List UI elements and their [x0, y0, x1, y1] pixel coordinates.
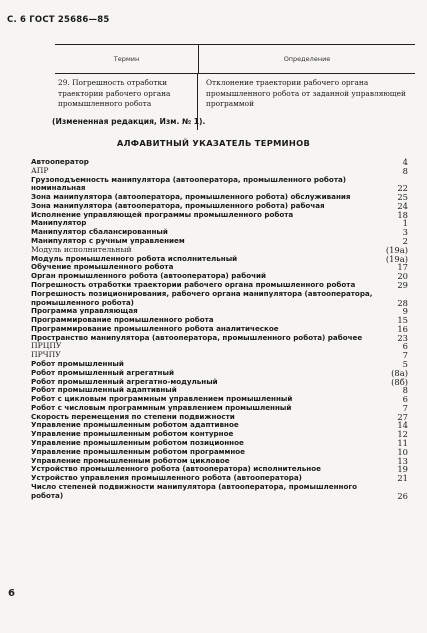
- index-term: Исполнение управляющей программы промышленного робота: [31, 209, 294, 219]
- index-page-ref: 26: [397, 490, 408, 501]
- index-entry: [31, 211, 408, 220]
- index-page-ref: 4: [402, 157, 408, 167]
- index-term: Манипулятор сбалансированный: [31, 227, 168, 237]
- term-cell: 29. Погрешность отработки траектории рабочего органа промышленного робота: [55, 74, 198, 130]
- index-term: Модуль промышленного робота исполнительный: [31, 253, 238, 263]
- index-term: Управление промышленным роботом цикловое: [31, 455, 230, 465]
- index-term: АПР: [31, 165, 49, 175]
- index-term: Зона манипулятора (автооператора, промышленного робота) рабочая: [31, 200, 325, 210]
- index-page-ref: 8: [402, 385, 408, 396]
- index-page-ref: 1: [402, 218, 408, 229]
- page-header: С. 6 ГОСТ 25686—85: [7, 15, 110, 25]
- index-term: Скорость перемещения по степени подвижности: [31, 411, 235, 421]
- index-term: Автооператор: [31, 157, 89, 166]
- index-term: Робот с числовым программным управлением промышленный: [31, 402, 292, 412]
- page-number: 6: [8, 588, 15, 599]
- index-term: Орган промышленного робота (автооператора) рабочий: [31, 271, 267, 281]
- index-entry: [31, 334, 408, 343]
- index-page-ref: 11: [397, 438, 408, 448]
- table-header: [55, 45, 415, 74]
- index-page-ref: 6: [402, 341, 408, 352]
- index-page-ref: 13: [397, 455, 408, 466]
- index-page-ref: 21: [397, 473, 408, 484]
- index-page-ref: 15: [397, 315, 408, 326]
- index-entry: [31, 342, 408, 351]
- index-page-ref: 23: [397, 332, 408, 343]
- index-term: Управление промышленным роботом адаптивное: [31, 420, 239, 430]
- index-page-ref: 10: [397, 446, 408, 457]
- index-term: Робот промышленный агрегатно-модульный: [31, 376, 218, 386]
- index-term: Программа управляющая: [31, 306, 138, 316]
- index-page-ref: 5: [402, 358, 408, 369]
- index-title: АЛФАВИТНЫЙ УКАЗАТЕЛЬ ТЕРМИНОВ: [116, 138, 311, 148]
- column-header-definition: Определение: [283, 55, 331, 63]
- index-page-ref: (8б): [391, 376, 408, 387]
- index-term: Пространство манипулятора (автооператора, промышленного робота) рабочее: [31, 332, 363, 342]
- index-term: Робот с цикловым программным управлением промышленный: [31, 394, 293, 404]
- index-entry: [31, 158, 408, 167]
- index-term: ПРЦПУ: [31, 341, 62, 351]
- index-entry: [31, 483, 408, 501]
- index-term: Программирование промышленного робота: [31, 315, 214, 325]
- index-term: Управление промышленным роботом позиционное: [31, 438, 244, 447]
- amendment-note: (Измененная редакция, Изм. № 1).: [52, 117, 206, 126]
- index-page-ref: (19а): [385, 253, 408, 264]
- index-term: Устройство управления промышленного робота (автооператора): [31, 473, 302, 483]
- index-term: Зона манипулятора (автооператора, промышленного робота) обслуживания: [31, 192, 351, 202]
- index-page-ref: (19а): [385, 244, 408, 255]
- index-term: Модуль исполнительный: [31, 244, 132, 254]
- index-term: Устройство промышленного робота (автооператора) исполнительное: [31, 464, 321, 474]
- index-term: Робот промышленный агрегатный: [31, 367, 174, 377]
- index-page-ref: 2: [402, 236, 408, 247]
- index-page-ref: 16: [397, 323, 408, 334]
- index-entry: [31, 176, 408, 194]
- index-term: Программирование промышленного робота аналитическое: [31, 323, 279, 333]
- column-header-term: Термин: [55, 45, 199, 73]
- index-entry: [31, 290, 408, 308]
- index-term: Управление промышленным роботом контурное: [31, 429, 234, 439]
- definition-cell: Отклонение траектории рабочего органа промышленного робота от заданной управляющей программой: [206, 78, 406, 108]
- index-term: Погрешность позиционирования, рабочего органа манипулятора (автооператора, промышленного робота): [31, 288, 373, 307]
- index-page-ref: 7: [402, 350, 408, 361]
- index-page-ref: 19: [397, 464, 408, 475]
- index-page-ref: 20: [397, 271, 408, 282]
- index-term: Робот промышленный адаптивный: [31, 385, 177, 395]
- index-page-ref: 27: [397, 411, 408, 422]
- index-term: Робот промышленный: [31, 358, 124, 368]
- index-page-ref: 17: [397, 262, 408, 273]
- index-page-ref: 18: [397, 209, 408, 220]
- index-page-ref: 24: [397, 200, 408, 211]
- index-page-ref: 25: [397, 192, 408, 203]
- index-page-ref: 3: [402, 227, 408, 238]
- index-page-ref: 14: [397, 420, 408, 431]
- index-term: Погрешность отработки траектории рабочего органа промышленного робота: [31, 279, 356, 289]
- index-page-ref: 6: [402, 394, 408, 405]
- index-page-ref: 12: [397, 429, 408, 440]
- index-term: ПРЧПУ: [31, 350, 61, 360]
- terms-index: [31, 158, 408, 500]
- index-term: Обучение промышленного робота: [31, 262, 174, 272]
- index-term: Манипулятор с ручным управлением: [31, 236, 185, 246]
- index-term: Грузоподъемность манипулятора (автооператора, промышленного робота) номинальная: [31, 174, 347, 193]
- index-page-ref: 9: [402, 306, 408, 317]
- index-page-ref: (8а): [391, 367, 408, 378]
- index-term: Управление промышленным роботом программное: [31, 446, 246, 456]
- index-term: Манипулятор: [31, 218, 87, 228]
- index-page-ref: 8: [402, 165, 408, 176]
- index-page-ref: 7: [402, 402, 408, 413]
- index-page-ref: 28: [397, 297, 408, 308]
- index-page-ref: 22: [397, 183, 408, 194]
- index-page-ref: 29: [397, 279, 408, 290]
- index-term: Число степеней подвижности манипулятора (автооператора, промышленного робота): [31, 481, 358, 500]
